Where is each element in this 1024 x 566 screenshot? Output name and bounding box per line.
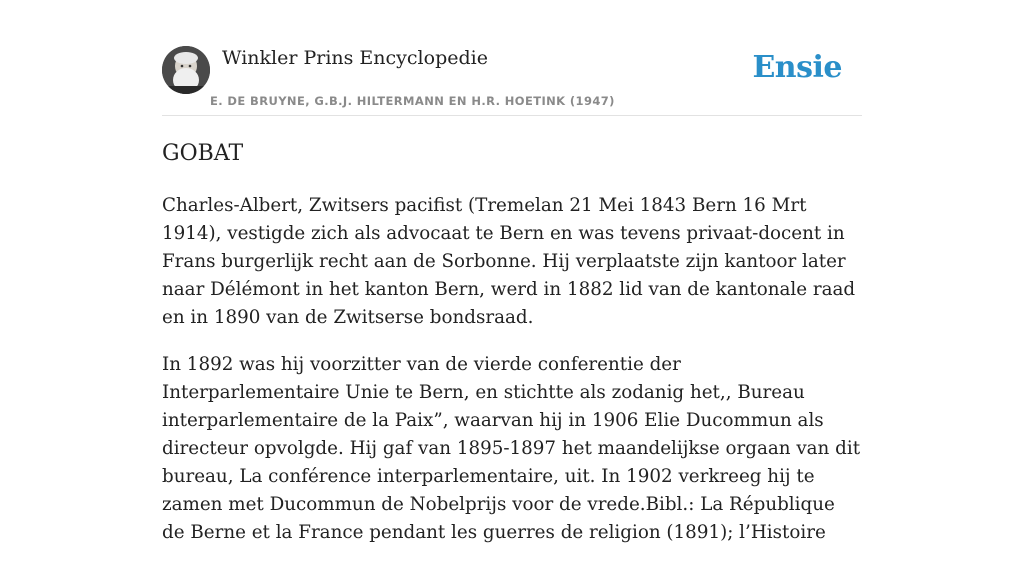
encyclopedia-authors: E. DE BRUYNE, G.B.J. HILTERMANN EN H.R. HOETINK (1947) <box>210 94 615 108</box>
header-divider <box>162 115 862 116</box>
author-avatar[interactable] <box>162 46 210 94</box>
encyclopedia-title[interactable]: Winkler Prins Encyclopedie <box>222 47 488 69</box>
entry-paragraph: Charles-Albert, Zwitsers pacifist (Tremelan 21 Mei 1843 Bern 16 Mrt 1914), vestigde zich als advocaat te Bern en was tevens privaat-docent in Frans burgerlijk recht aan de Sorbonne. Hij verplaatste zijn kantoor later naar Délémont in het kanton Bern, werd in 1882 lid van de kantonale raad en in 1890 van de Zwitserse bondsraad. <box>162 195 856 328</box>
entry-body <box>162 192 862 566</box>
entry-title: GOBAT <box>162 141 244 166</box>
ensie-logo[interactable]: Ensie <box>752 50 842 85</box>
entry-paragraph: In 1892 was hij voorzitter van de vierde conferentie der Interparlementaire Unie te Bern, en stichtte als zodanig het,, Bureau interparlementaire de la Paix”, waarvan hij in 1906 Elie Ducommun als directeur opvolgde. Hij gaf van 1895-1897 het maandelijkse orgaan van dit bureau, La conférence interparlementaire, uit. In 1902 verkreeg hij te zamen met Ducommun de Nobelprijs voor de vrede.Bibl.: La République de Berne et la France pendant les guerres de religion (1891); l’Histoire <box>162 354 861 543</box>
portrait-icon <box>162 46 210 94</box>
article-header <box>162 46 862 116</box>
